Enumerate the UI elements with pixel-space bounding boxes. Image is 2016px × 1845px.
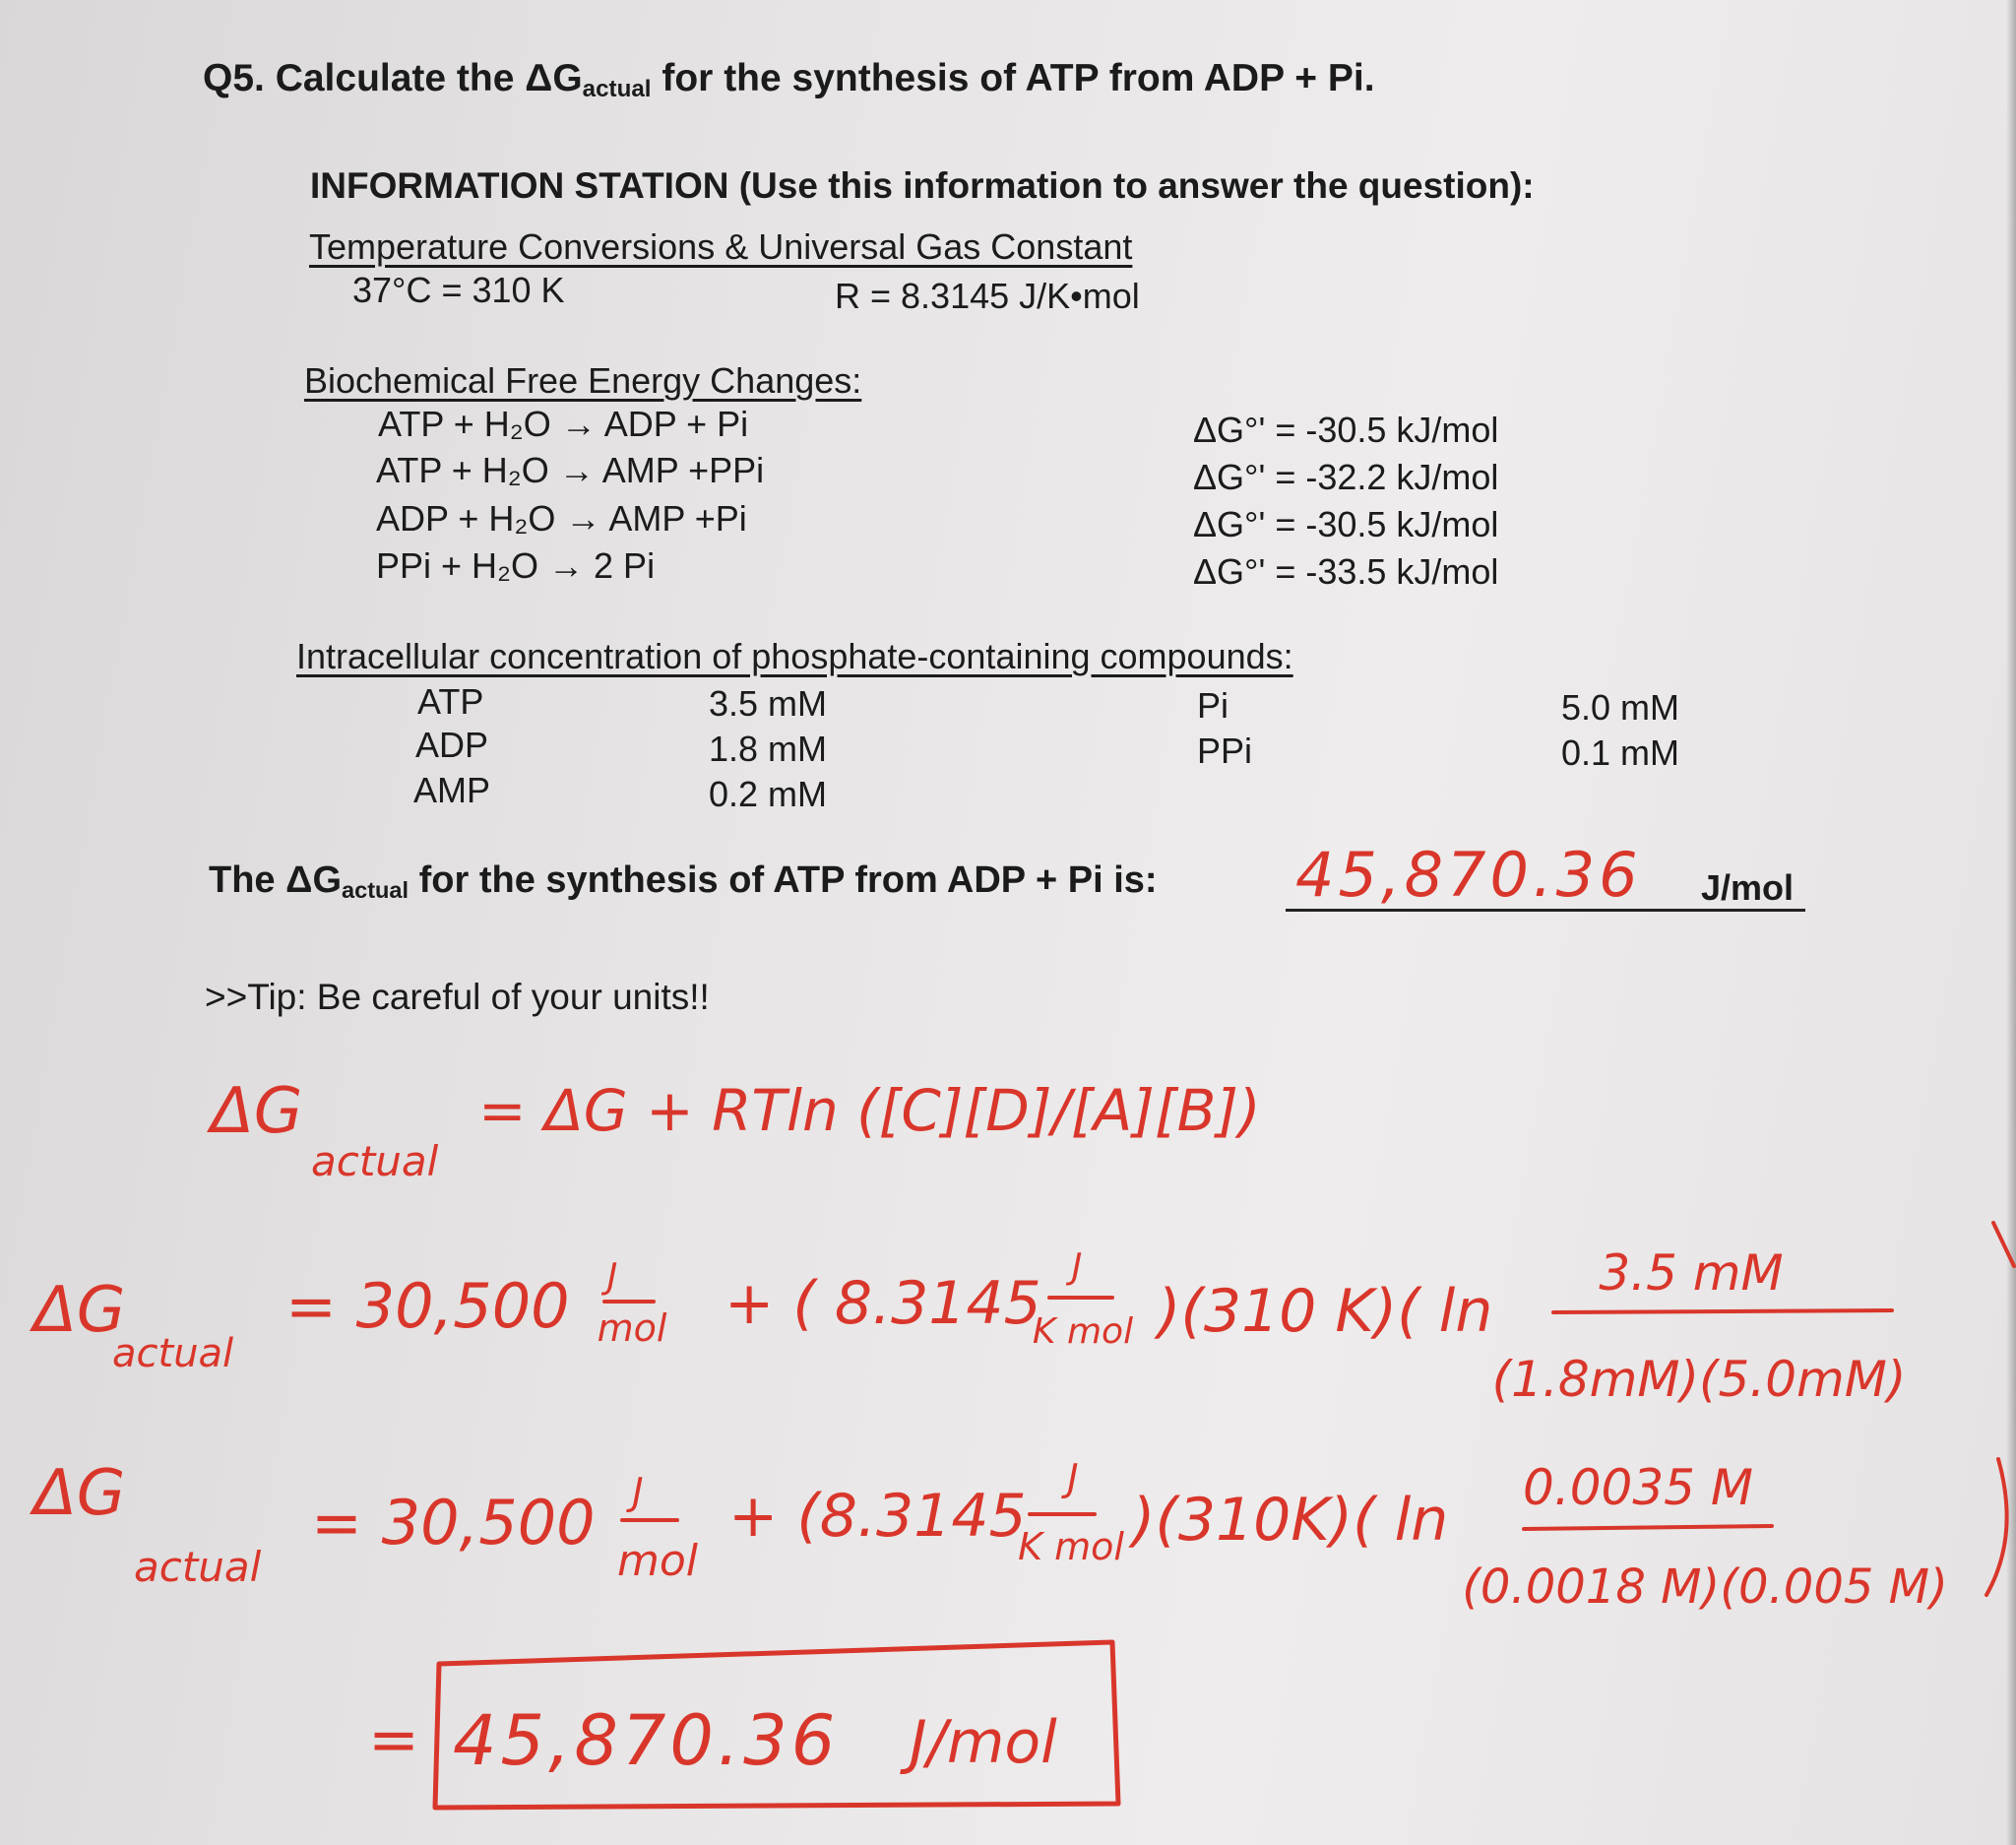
unit-denominator: K mol xyxy=(1018,1525,1124,1568)
delta-g-symbol: ΔG xyxy=(33,1274,126,1347)
compound-concentration: 1.8 mM xyxy=(709,729,828,769)
fraction-numerator: 3.5 mM xyxy=(1599,1244,1784,1302)
compound-concentration: 0.1 mM xyxy=(1561,732,1680,773)
compound-name: AMP xyxy=(413,770,491,810)
reaction-delta-g: ΔG°' = -30.5 kJ/mol xyxy=(1193,504,1499,544)
unit-denominator: mol xyxy=(616,1536,699,1586)
equation-substitution-mm xyxy=(29,1223,2014,1408)
units-tip: >>Tip: Be careful of your units!! xyxy=(205,977,710,1017)
unit-denominator: K mol xyxy=(1032,1311,1134,1352)
bracket-stroke xyxy=(1993,1223,2014,1266)
reaction: ATP + H₂O → AMP +PPi xyxy=(376,450,765,490)
fraction-denominator: (0.0018 M)(0.005 M) xyxy=(1462,1559,1948,1615)
compound-concentration: 5.0 mM xyxy=(1561,687,1680,728)
equation-substitution-m xyxy=(29,1456,2007,1615)
unit-numerator: J xyxy=(606,1256,618,1297)
fraction-bar xyxy=(1553,1310,1892,1312)
reaction: PPi + H₂O → 2 Pi xyxy=(376,545,656,586)
handwritten-answer: 45,870.36 xyxy=(1295,839,1642,911)
free-energy-heading: Biochemical Free Energy Changes: xyxy=(304,360,862,401)
answer-prompt: The $\Delta G_{actual}$ for the synthesis of ATP from ADP + Pi is: xyxy=(209,859,1158,903)
delta-g-standard-value: = 30,500 xyxy=(311,1487,596,1559)
concentrations-heading: Intracellular concentration of phosphate-containing compounds: xyxy=(296,636,1293,676)
reaction-delta-g: ΔG°' = -32.2 kJ/mol xyxy=(1193,457,1499,497)
answer-unit: J/mol xyxy=(1701,867,1795,908)
compound-name: PPi xyxy=(1197,731,1253,771)
result-unit: J/mol xyxy=(910,1708,1057,1777)
compound-concentration: 3.5 mM xyxy=(709,683,828,724)
general-equation: = ΔG + RTln ([C][D]/[A][B]) xyxy=(478,1077,1261,1144)
delta-g-symbol: ΔG xyxy=(33,1457,126,1530)
reaction: ADP + H₂O → AMP +Pi xyxy=(376,498,747,539)
fraction-denominator: (1.8mM)(5.0mM) xyxy=(1491,1351,1907,1408)
boxed-result xyxy=(368,1642,1118,1808)
reaction-delta-g: ΔG°' = -30.5 kJ/mol xyxy=(1193,410,1499,450)
temperature-term: )(310 K)( ln xyxy=(1158,1277,1493,1346)
compound-name: ATP xyxy=(417,681,484,722)
result-value: 45,870.36 xyxy=(453,1700,840,1781)
unit-numerator: J xyxy=(1071,1246,1083,1287)
delta-g-standard-value: = 30,500 xyxy=(285,1270,570,1342)
gas-constant: R = 8.3145 J/K•mol xyxy=(835,276,1140,316)
temperature-conversion: 37°C = 310 K xyxy=(352,270,565,310)
unit-denominator: mol xyxy=(597,1306,667,1350)
unit-numerator: J xyxy=(1067,1456,1079,1499)
unit-numerator: J xyxy=(632,1470,644,1513)
compound-name: Pi xyxy=(1197,685,1229,726)
compound-name: ADP xyxy=(415,725,489,765)
delta-g-subscript: actual xyxy=(112,1331,234,1376)
fraction-bar xyxy=(1524,1526,1772,1529)
result-equals: = xyxy=(368,1703,419,1775)
temperature-term: )(310K)( ln xyxy=(1132,1486,1449,1555)
compound-concentration: 0.2 mM xyxy=(709,774,828,814)
delta-g-subscript: actual xyxy=(311,1137,439,1185)
delta-g-subscript: actual xyxy=(134,1543,262,1591)
reaction: ATP + H₂O → ADP + Pi xyxy=(378,404,749,444)
bracket-stroke xyxy=(1986,1459,2007,1595)
gas-constant-term: + (8.3145 xyxy=(728,1482,1027,1551)
fraction-numerator: 0.0035 M xyxy=(1523,1459,1753,1516)
delta-g-symbol: ΔG xyxy=(211,1075,303,1148)
gas-constant-term: + ( 8.3145 xyxy=(724,1269,1041,1338)
constants-heading: Temperature Conversions & Universal Gas Constant xyxy=(309,226,1133,267)
question-title: Q5. Calculate the $\Delta G_{actual}$ for the synthesis of ATP from ADP + Pi. xyxy=(203,57,1375,103)
information-station-title: INFORMATION STATION (Use this information to answer the question): xyxy=(310,165,1535,206)
reaction-delta-g: ΔG°' = -33.5 kJ/mol xyxy=(1193,551,1499,592)
equation-general-form xyxy=(206,1075,1261,1185)
